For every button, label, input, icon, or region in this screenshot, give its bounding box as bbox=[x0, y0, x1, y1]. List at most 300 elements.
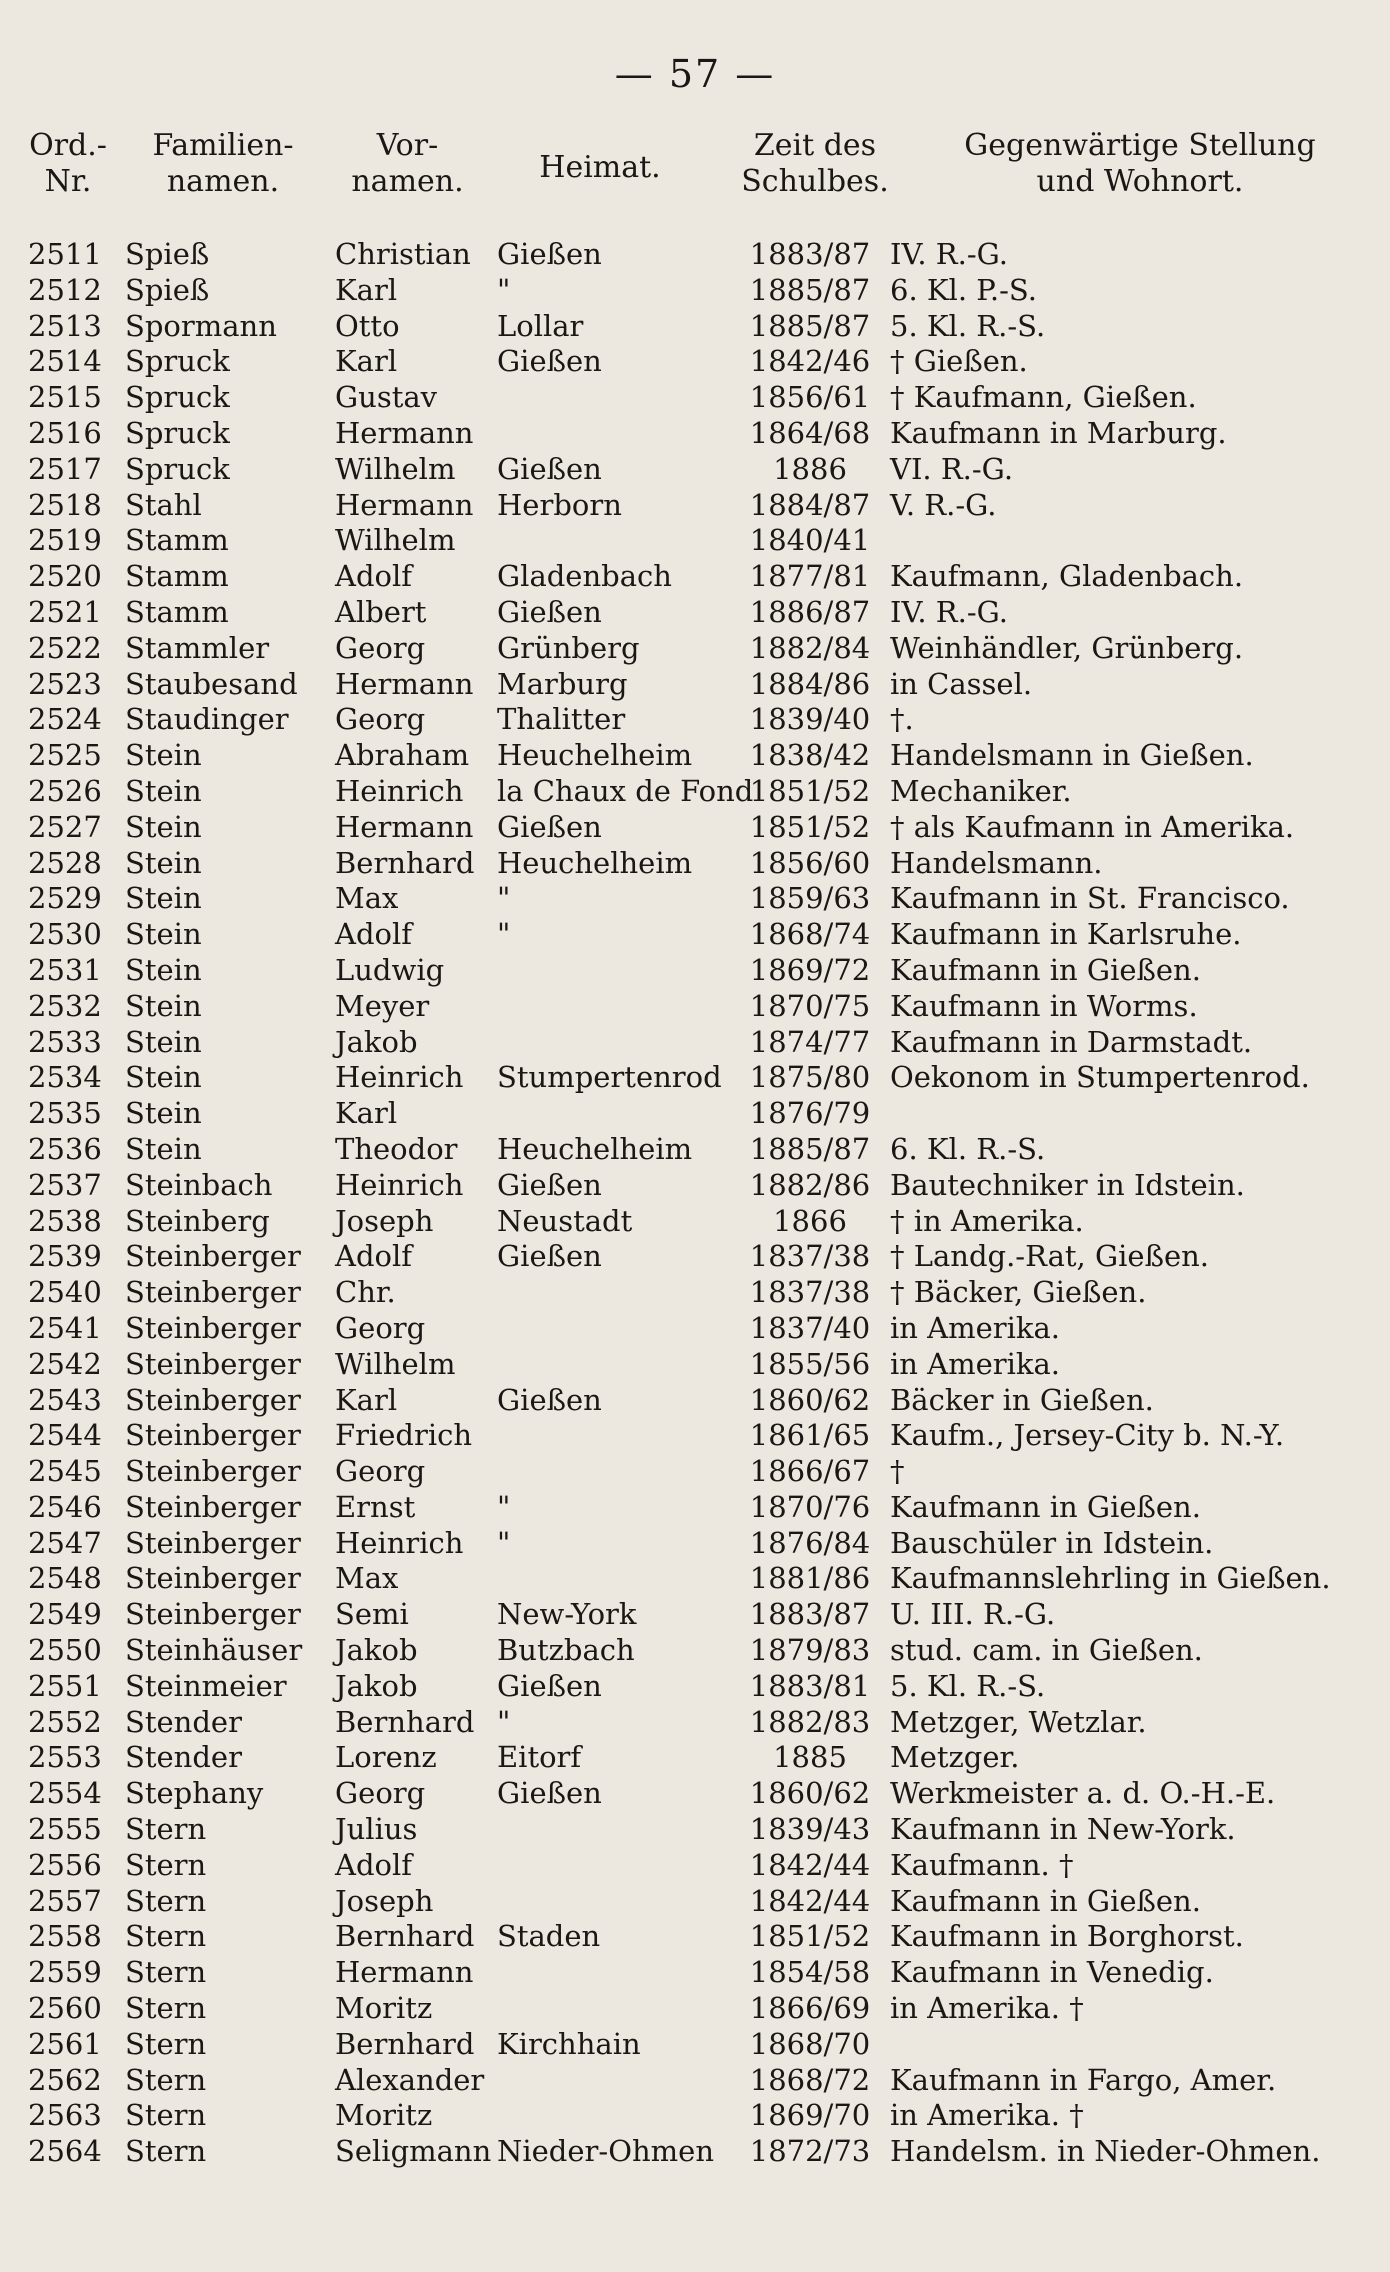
header-stellung bbox=[900, 128, 1380, 200]
table-row bbox=[0, 344, 1390, 380]
table-row bbox=[0, 917, 1390, 953]
stellung-cell: Kaufmann in Borghorst. bbox=[890, 1919, 1244, 1954]
zeit-cell: 1868/72 bbox=[749, 2062, 871, 2097]
familienname-cell: Spruck bbox=[125, 415, 230, 450]
ord-nr-cell: 2560 bbox=[28, 1991, 102, 2026]
heimat-cell: Stumpertenrod bbox=[497, 1060, 722, 1095]
familienname-cell: Steinberg bbox=[125, 1203, 270, 1238]
table-row bbox=[0, 523, 1390, 559]
stellung-cell: Kaufmann in Gießen. bbox=[890, 1883, 1201, 1918]
ord-nr-cell: 2532 bbox=[28, 988, 102, 1023]
ord-nr-cell: 2522 bbox=[28, 630, 102, 665]
zeit-cell: 1875/80 bbox=[749, 1060, 871, 1095]
zeit-cell: 1870/76 bbox=[749, 1489, 871, 1524]
stellung-cell: Kaufmann in Worms. bbox=[890, 988, 1198, 1023]
ord-nr-cell: 2531 bbox=[28, 952, 102, 987]
ord-nr-cell: 2518 bbox=[28, 487, 102, 522]
ord-nr-cell: 2525 bbox=[28, 738, 102, 773]
vorname-cell: Albert bbox=[335, 594, 427, 629]
familienname-cell: Stahl bbox=[125, 487, 202, 522]
table-row bbox=[0, 1955, 1390, 1991]
familienname-cell: Stephany bbox=[125, 1776, 264, 1811]
stellung-cell: 6. Kl. R.-S. bbox=[890, 1131, 1046, 1166]
familienname-cell: Steinberger bbox=[125, 1310, 301, 1345]
familienname-cell: Stern bbox=[125, 2026, 207, 2061]
stellung-cell: † Landg.-Rat, Gießen. bbox=[890, 1239, 1209, 1274]
ord-nr-cell: 2559 bbox=[28, 1955, 102, 1990]
ord-nr-cell: 2543 bbox=[28, 1382, 102, 1417]
table-row bbox=[0, 774, 1390, 810]
zeit-cell: 1882/86 bbox=[749, 1167, 871, 1202]
familienname-cell: Stern bbox=[125, 1919, 207, 1954]
table-row bbox=[0, 1526, 1390, 1562]
table-row bbox=[0, 1884, 1390, 1920]
stellung-cell: Handelsm. in Nieder-Ohmen. bbox=[890, 2134, 1321, 2169]
familienname-cell: Steinberger bbox=[125, 1454, 301, 1489]
vorname-cell: Georg bbox=[335, 702, 426, 737]
ord-nr-cell: 2539 bbox=[28, 1239, 102, 1274]
vorname-cell: Ludwig bbox=[335, 952, 445, 987]
header-stellung-text: Gegenwärtige Stellung und Wohnort. bbox=[964, 128, 1316, 199]
heimat-cell: Gießen bbox=[497, 1167, 602, 1202]
familienname-cell: Spruck bbox=[125, 380, 230, 415]
familienname-cell: Steinberger bbox=[125, 1275, 301, 1310]
heimat-cell: Kirchhain bbox=[497, 2026, 641, 2061]
familienname-cell: Steinberger bbox=[125, 1597, 301, 1632]
vorname-cell: Moritz bbox=[335, 2098, 433, 2133]
header-heimat-text: Heimat. bbox=[539, 150, 661, 185]
vorname-cell: Bernhard bbox=[335, 845, 475, 880]
zeit-cell: 1870/75 bbox=[749, 988, 871, 1023]
ord-nr-cell: 2547 bbox=[28, 1525, 102, 1560]
zeit-cell: 1883/87 bbox=[749, 1597, 871, 1632]
vorname-cell: Ernst bbox=[335, 1489, 416, 1524]
table-row bbox=[0, 559, 1390, 595]
ord-nr-cell: 2512 bbox=[28, 272, 102, 307]
stellung-cell: Kaufmann in Marburg. bbox=[890, 415, 1227, 450]
familienname-cell: Stern bbox=[125, 1847, 207, 1882]
stellung-cell: † in Amerika. bbox=[890, 1203, 1084, 1238]
ord-nr-cell: 2545 bbox=[28, 1454, 102, 1489]
header-zeit bbox=[730, 128, 900, 200]
ord-nr-cell: 2513 bbox=[28, 308, 102, 343]
ord-nr-cell: 2514 bbox=[28, 344, 102, 379]
familienname-cell: Stammler bbox=[125, 630, 270, 665]
zeit-cell: 1876/84 bbox=[749, 1525, 871, 1560]
table-row bbox=[0, 1705, 1390, 1741]
stellung-cell: stud. cam. in Gießen. bbox=[890, 1633, 1203, 1668]
ord-nr-cell: 2546 bbox=[28, 1489, 102, 1524]
vorname-cell: Hermann bbox=[335, 666, 474, 701]
table-row bbox=[0, 1096, 1390, 1132]
vorname-cell: Moritz bbox=[335, 1991, 433, 2026]
stellung-cell: Kaufm., Jersey-City b. N.-Y. bbox=[890, 1418, 1285, 1453]
stellung-cell: † bbox=[890, 1454, 905, 1489]
vorname-cell: Jakob bbox=[335, 1633, 418, 1668]
stellung-cell: Mechaniker. bbox=[890, 773, 1072, 808]
heimat-cell: Gießen bbox=[497, 1382, 602, 1417]
vorname-cell: Joseph bbox=[335, 1203, 434, 1238]
zeit-cell: 1837/38 bbox=[749, 1239, 871, 1274]
vorname-cell: Seligmann bbox=[335, 2134, 492, 2169]
familienname-cell: Steinbach bbox=[125, 1167, 273, 1202]
vorname-cell: Wilhelm bbox=[335, 523, 456, 558]
heimat-cell: Heuchelheim bbox=[497, 845, 693, 880]
heimat-cell: Gießen bbox=[497, 594, 602, 629]
table-row bbox=[0, 1454, 1390, 1490]
stellung-cell: Kaufmann in Venedig. bbox=[890, 1955, 1214, 1990]
heimat-cell: Thalitter bbox=[497, 702, 626, 737]
page-number: — 57 — bbox=[614, 52, 776, 96]
zeit-cell: 1851/52 bbox=[749, 1919, 871, 1954]
vorname-cell: Karl bbox=[335, 272, 398, 307]
ord-nr-cell: 2517 bbox=[28, 451, 102, 486]
vorname-cell: Bernhard bbox=[335, 1919, 475, 1954]
stellung-cell: Bautechniker in Idstein. bbox=[890, 1167, 1245, 1202]
vorname-cell: Karl bbox=[335, 1382, 398, 1417]
stellung-cell: in Amerika. † bbox=[890, 2098, 1084, 2133]
heimat-cell: " bbox=[497, 917, 511, 952]
familienname-cell: Stern bbox=[125, 2098, 207, 2133]
zeit-cell: 1883/87 bbox=[749, 237, 871, 271]
header-ord-nr bbox=[28, 128, 108, 200]
vorname-cell: Adolf bbox=[335, 1847, 412, 1882]
familienname-cell: Stein bbox=[125, 1096, 202, 1131]
vorname-cell: Karl bbox=[335, 1096, 398, 1131]
stellung-cell: Metzger, Wetzlar. bbox=[890, 1704, 1147, 1739]
ord-nr-cell: 2540 bbox=[28, 1275, 102, 1310]
heimat-cell: Butzbach bbox=[497, 1633, 635, 1668]
table-row bbox=[0, 881, 1390, 917]
familienname-cell: Spieß bbox=[125, 272, 210, 307]
ord-nr-cell: 2542 bbox=[28, 1346, 102, 1381]
ord-nr-cell: 2556 bbox=[28, 1847, 102, 1882]
familienname-cell: Steinberger bbox=[125, 1561, 301, 1596]
heimat-cell: Heuchelheim bbox=[497, 738, 693, 773]
zeit-cell: 1860/62 bbox=[749, 1776, 871, 1811]
table-row bbox=[0, 989, 1390, 1025]
stellung-cell: Kaufmann in Darmstadt. bbox=[890, 1024, 1253, 1059]
vorname-cell: Bernhard bbox=[335, 2026, 475, 2061]
zeit-cell: 1842/46 bbox=[749, 344, 871, 379]
ord-nr-cell: 2564 bbox=[28, 2134, 102, 2169]
table-row bbox=[0, 595, 1390, 631]
stellung-cell: 5. Kl. R.-S. bbox=[890, 1668, 1046, 1703]
vorname-cell: Semi bbox=[335, 1597, 409, 1632]
ord-nr-cell: 2516 bbox=[28, 415, 102, 450]
vorname-cell: Adolf bbox=[335, 1239, 412, 1274]
heimat-cell: Gießen bbox=[497, 451, 602, 486]
heimat-cell: Lollar bbox=[497, 308, 584, 343]
ord-nr-cell: 2529 bbox=[28, 881, 102, 916]
zeit-cell: 1855/56 bbox=[749, 1346, 871, 1381]
ord-nr-cell: 2523 bbox=[28, 666, 102, 701]
header-familienname-text: Familien- namen. bbox=[152, 128, 294, 199]
familienname-cell: Staudinger bbox=[125, 702, 289, 737]
zeit-cell: 1837/40 bbox=[749, 1310, 871, 1345]
ord-nr-cell: 2519 bbox=[28, 523, 102, 558]
stellung-cell: IV. R.-G. bbox=[890, 237, 1008, 271]
stellung-cell: 6. Kl. P.-S. bbox=[890, 272, 1037, 307]
ord-nr-cell: 2511 bbox=[28, 237, 102, 271]
zeit-cell: 1886 bbox=[773, 451, 847, 486]
zeit-cell: 1883/81 bbox=[749, 1668, 871, 1703]
vorname-cell: Jakob bbox=[335, 1024, 418, 1059]
table-row bbox=[0, 1418, 1390, 1454]
familienname-cell: Stein bbox=[125, 773, 202, 808]
table-row bbox=[0, 1669, 1390, 1705]
stellung-cell: Kaufmann. † bbox=[890, 1847, 1074, 1882]
heimat-cell: Eitorf bbox=[497, 1740, 582, 1775]
heimat-cell: Grünberg bbox=[497, 630, 640, 665]
heimat-cell: " bbox=[497, 272, 511, 307]
ord-nr-cell: 2528 bbox=[28, 845, 102, 880]
table-row bbox=[0, 380, 1390, 416]
vorname-cell: Christian bbox=[335, 237, 471, 271]
familienname-cell: Steinhäuser bbox=[125, 1633, 303, 1668]
heimat-cell: Gießen bbox=[497, 344, 602, 379]
header-familienname bbox=[128, 128, 318, 200]
vorname-cell: Joseph bbox=[335, 1883, 434, 1918]
zeit-cell: 1842/44 bbox=[749, 1883, 871, 1918]
register-table bbox=[0, 237, 1390, 2170]
vorname-cell: Friedrich bbox=[335, 1418, 473, 1453]
ord-nr-cell: 2533 bbox=[28, 1024, 102, 1059]
stellung-cell: Weinhändler, Grünberg. bbox=[890, 630, 1244, 665]
vorname-cell: Alexander bbox=[335, 2062, 485, 2097]
familienname-cell: Spruck bbox=[125, 344, 230, 379]
stellung-cell: in Amerika. bbox=[890, 1310, 1060, 1345]
zeit-cell: 1851/52 bbox=[749, 809, 871, 844]
ord-nr-cell: 2553 bbox=[28, 1740, 102, 1775]
heimat-cell: Nieder-Ohmen bbox=[497, 2134, 714, 2169]
stellung-cell: Handelsmann in Gießen. bbox=[890, 738, 1254, 773]
ord-nr-cell: 2558 bbox=[28, 1919, 102, 1954]
vorname-cell: Hermann bbox=[335, 487, 474, 522]
stellung-cell: Kaufmann in Karlsruhe. bbox=[890, 917, 1242, 952]
stellung-cell: Handelsmann. bbox=[890, 845, 1103, 880]
heimat-cell: Herborn bbox=[497, 487, 622, 522]
zeit-cell: 1876/79 bbox=[749, 1096, 871, 1131]
familienname-cell: Stein bbox=[125, 738, 202, 773]
heimat-cell: Marburg bbox=[497, 666, 628, 701]
familienname-cell: Steinberger bbox=[125, 1489, 301, 1524]
heimat-cell: Staden bbox=[497, 1919, 601, 1954]
ord-nr-cell: 2535 bbox=[28, 1096, 102, 1131]
zeit-cell: 1868/74 bbox=[749, 917, 871, 952]
vorname-cell: Meyer bbox=[335, 988, 430, 1023]
stellung-cell: Kaufmann in Gießen. bbox=[890, 1489, 1201, 1524]
zeit-cell: 1882/84 bbox=[749, 630, 871, 665]
table-row bbox=[0, 1597, 1390, 1633]
table-row bbox=[0, 1168, 1390, 1204]
vorname-cell: Abraham bbox=[335, 738, 470, 773]
stellung-cell: † Gießen. bbox=[890, 344, 1028, 379]
vorname-cell: Jakob bbox=[335, 1668, 418, 1703]
familienname-cell: Stern bbox=[125, 1812, 207, 1847]
stellung-cell: Bäcker in Gießen. bbox=[890, 1382, 1154, 1417]
zeit-cell: 1879/83 bbox=[749, 1633, 871, 1668]
stellung-cell: Kaufmannslehrling in Gießen. bbox=[890, 1561, 1331, 1596]
zeit-cell: 1859/63 bbox=[749, 881, 871, 916]
familienname-cell: Steinberger bbox=[125, 1525, 301, 1560]
zeit-cell: 1884/86 bbox=[749, 666, 871, 701]
stellung-cell: IV. R.-G. bbox=[890, 594, 1008, 629]
familienname-cell: Stein bbox=[125, 1060, 202, 1095]
heimat-cell: Gießen bbox=[497, 1776, 602, 1811]
stellung-cell: †. bbox=[890, 702, 914, 737]
ord-nr-cell: 2561 bbox=[28, 2026, 102, 2061]
familienname-cell: Stein bbox=[125, 1024, 202, 1059]
table-row bbox=[0, 1561, 1390, 1597]
heimat-cell: Heuchelheim bbox=[497, 1131, 693, 1166]
zeit-cell: 1854/58 bbox=[749, 1955, 871, 1990]
stellung-cell: † Kaufmann, Gießen. bbox=[890, 380, 1197, 415]
table-row bbox=[0, 702, 1390, 738]
ord-nr-cell: 2520 bbox=[28, 559, 102, 594]
table-row bbox=[0, 1347, 1390, 1383]
vorname-cell: Otto bbox=[335, 308, 400, 343]
ord-nr-cell: 2551 bbox=[28, 1668, 102, 1703]
stellung-cell: U. III. R.-G. bbox=[890, 1597, 1056, 1632]
ord-nr-cell: 2550 bbox=[28, 1633, 102, 1668]
vorname-cell: Heinrich bbox=[335, 773, 464, 808]
zeit-cell: 1851/52 bbox=[749, 773, 871, 808]
stellung-cell: in Amerika. bbox=[890, 1346, 1060, 1381]
vorname-cell: Wilhelm bbox=[335, 1346, 456, 1381]
table-row bbox=[0, 1633, 1390, 1669]
heimat-cell: Neustadt bbox=[497, 1203, 633, 1238]
vorname-cell: Lorenz bbox=[335, 1740, 437, 1775]
vorname-cell: Adolf bbox=[335, 559, 412, 594]
vorname-cell: Hermann bbox=[335, 1955, 474, 1990]
table-row bbox=[0, 631, 1390, 667]
table-row bbox=[0, 2098, 1390, 2134]
zeit-cell: 1884/87 bbox=[749, 487, 871, 522]
familienname-cell: Steinberger bbox=[125, 1382, 301, 1417]
zeit-cell: 1839/43 bbox=[749, 1812, 871, 1847]
familienname-cell: Stein bbox=[125, 952, 202, 987]
stellung-cell: Werkmeister a. d. O.-H.-E. bbox=[890, 1776, 1276, 1811]
vorname-cell: Theodor bbox=[335, 1131, 458, 1166]
familienname-cell: Stern bbox=[125, 1991, 207, 2026]
vorname-cell: Heinrich bbox=[335, 1060, 464, 1095]
zeit-cell: 1885/87 bbox=[749, 308, 871, 343]
heimat-cell: " bbox=[497, 881, 511, 916]
vorname-cell: Georg bbox=[335, 1776, 426, 1811]
stellung-cell: in Cassel. bbox=[890, 666, 1033, 701]
familienname-cell: Stamm bbox=[125, 594, 229, 629]
zeit-cell: 1866/69 bbox=[749, 1991, 871, 2026]
table-row bbox=[0, 416, 1390, 452]
familienname-cell: Stein bbox=[125, 845, 202, 880]
zeit-cell: 1837/38 bbox=[749, 1275, 871, 1310]
familienname-cell: Stein bbox=[125, 809, 202, 844]
stellung-cell: Oekonom in Stumpertenrod. bbox=[890, 1060, 1310, 1095]
ord-nr-cell: 2541 bbox=[28, 1310, 102, 1345]
heimat-cell: " bbox=[497, 1704, 511, 1739]
familienname-cell: Stern bbox=[125, 1955, 207, 1990]
ord-nr-cell: 2526 bbox=[28, 773, 102, 808]
ord-nr-cell: 2524 bbox=[28, 702, 102, 737]
ord-nr-cell: 2538 bbox=[28, 1203, 102, 1238]
vorname-cell: Georg bbox=[335, 630, 426, 665]
table-row bbox=[0, 1025, 1390, 1061]
stellung-cell: Kaufmann in New-York. bbox=[890, 1812, 1236, 1847]
zeit-cell: 1881/86 bbox=[749, 1561, 871, 1596]
familienname-cell: Stein bbox=[125, 988, 202, 1023]
header-vorname bbox=[335, 128, 480, 200]
vorname-cell: Wilhelm bbox=[335, 451, 456, 486]
table-row bbox=[0, 273, 1390, 309]
zeit-cell: 1869/70 bbox=[749, 2098, 871, 2133]
stellung-cell: Kaufmann in Fargo, Amer. bbox=[890, 2062, 1277, 2097]
zeit-cell: 1840/41 bbox=[749, 523, 871, 558]
heimat-cell: New-York bbox=[497, 1597, 637, 1632]
stellung-cell: Kaufmann in St. Francisco. bbox=[890, 881, 1290, 916]
familienname-cell: Steinmeier bbox=[125, 1668, 287, 1703]
table-row bbox=[0, 2134, 1390, 2170]
familienname-cell: Stein bbox=[125, 881, 202, 916]
table-row bbox=[0, 452, 1390, 488]
stellung-cell: Metzger. bbox=[890, 1740, 1020, 1775]
vorname-cell: Georg bbox=[335, 1454, 426, 1489]
table-row bbox=[0, 1311, 1390, 1347]
table-row bbox=[0, 667, 1390, 703]
header-vorname-text: Vor- namen. bbox=[351, 128, 464, 199]
table-row bbox=[0, 2027, 1390, 2063]
table-row bbox=[0, 810, 1390, 846]
ord-nr-cell: 2544 bbox=[28, 1418, 102, 1453]
ord-nr-cell: 2536 bbox=[28, 1131, 102, 1166]
vorname-cell: Georg bbox=[335, 1310, 426, 1345]
table-row bbox=[0, 1275, 1390, 1311]
familienname-cell: Spruck bbox=[125, 451, 230, 486]
ord-nr-cell: 2557 bbox=[28, 1883, 102, 1918]
familienname-cell: Stein bbox=[125, 1131, 202, 1166]
table-row bbox=[0, 1776, 1390, 1812]
vorname-cell: Bernhard bbox=[335, 1704, 475, 1739]
zeit-cell: 1856/60 bbox=[749, 845, 871, 880]
vorname-cell: Heinrich bbox=[335, 1525, 464, 1560]
ord-nr-cell: 2515 bbox=[28, 380, 102, 415]
table-row bbox=[0, 1812, 1390, 1848]
table-row bbox=[0, 1991, 1390, 2027]
familienname-cell: Stein bbox=[125, 917, 202, 952]
table-row bbox=[0, 1919, 1390, 1955]
vorname-cell: Julius bbox=[335, 1812, 418, 1847]
ord-nr-cell: 2552 bbox=[28, 1704, 102, 1739]
heimat-cell: Gladenbach bbox=[497, 559, 672, 594]
vorname-cell: Adolf bbox=[335, 917, 412, 952]
familienname-cell: Steinberger bbox=[125, 1346, 301, 1381]
table-row bbox=[0, 1490, 1390, 1526]
familienname-cell: Stern bbox=[125, 2062, 207, 2097]
table-row bbox=[0, 953, 1390, 989]
table-row bbox=[0, 1204, 1390, 1240]
header-zeit-text: Zeit des Schulbes. bbox=[741, 128, 889, 199]
vorname-cell: Max bbox=[335, 1561, 399, 1596]
table-row bbox=[0, 309, 1390, 345]
vorname-cell: Gustav bbox=[335, 380, 438, 415]
familienname-cell: Stender bbox=[125, 1704, 242, 1739]
heimat-cell: Gießen bbox=[497, 237, 602, 271]
header-heimat bbox=[500, 150, 700, 186]
heimat-cell: " bbox=[497, 1525, 511, 1560]
stellung-cell: Bauschüler in Idstein. bbox=[890, 1525, 1214, 1560]
ord-nr-cell: 2527 bbox=[28, 809, 102, 844]
stellung-cell: † als Kaufmann in Amerika. bbox=[890, 809, 1295, 844]
